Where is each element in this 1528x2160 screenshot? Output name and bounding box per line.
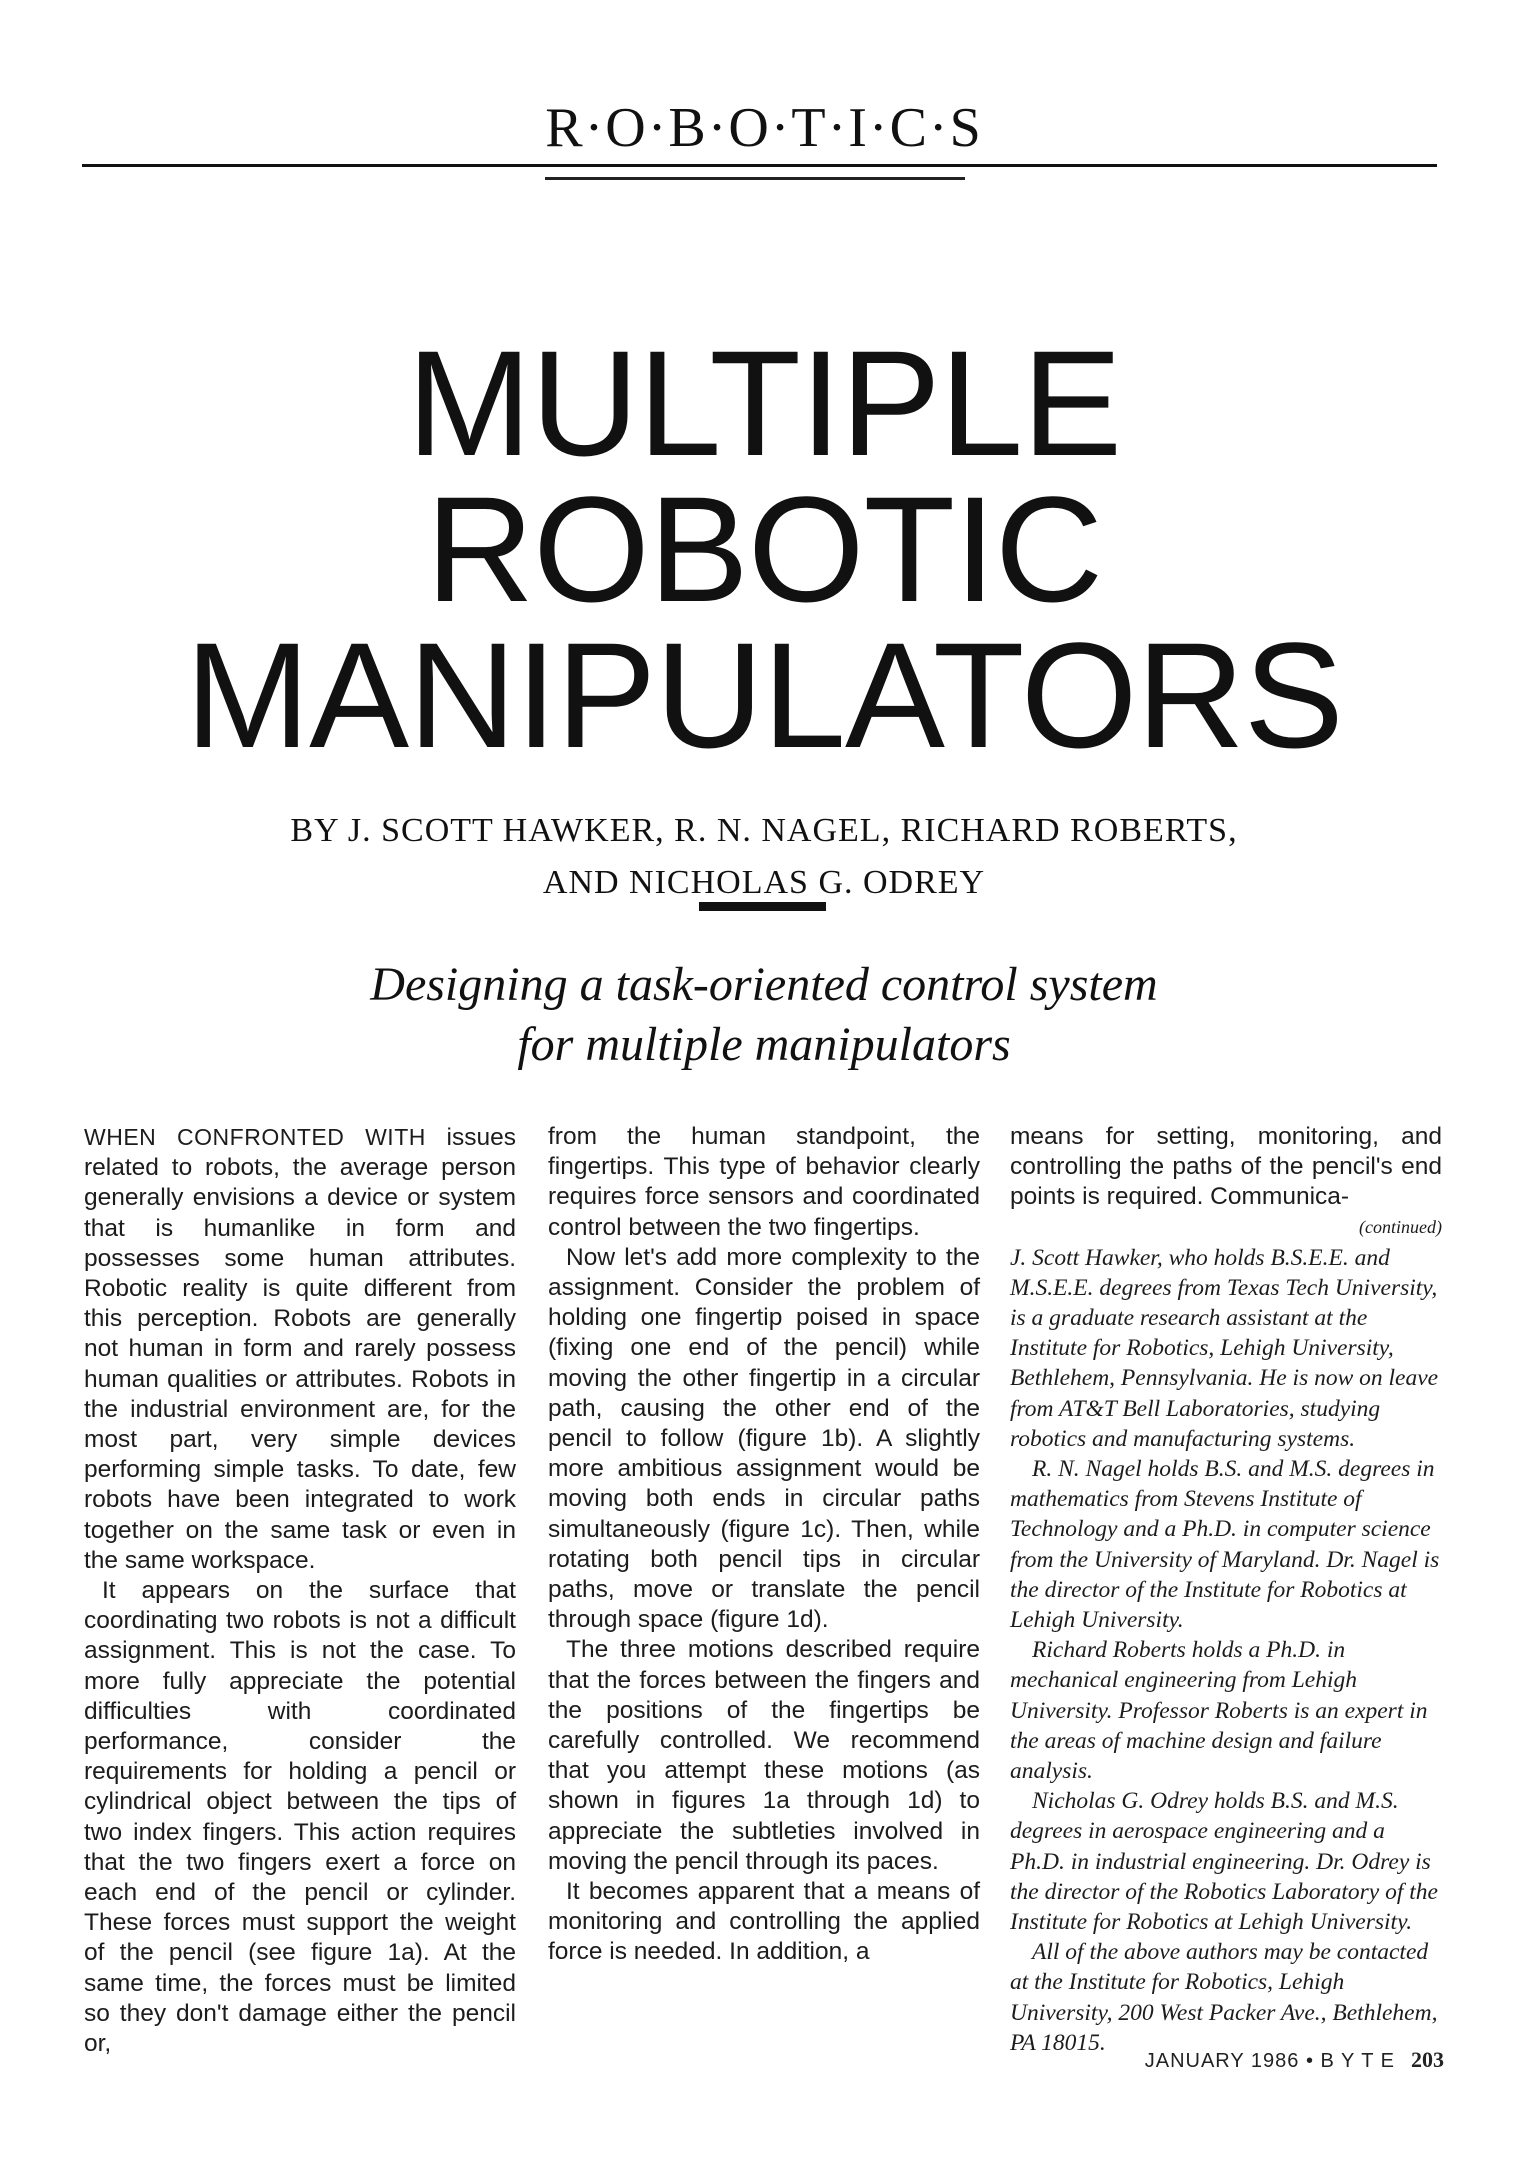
page-footer: [1145, 2047, 1444, 2073]
bio-hawker: J. Scott Hawker, who holds B.S.E.E. and M.S.E.E. degrees from Texas Tech University, is a graduate research assistant at the Institute for Robotics, Lehigh University, Bethlehem, Pennsylvania. He is now on leave from AT&T Bell Laboratories, studying robotics and manufacturing systems.: [1010, 1244, 1439, 1452]
title-line-2: ROBOTIC: [425, 465, 1103, 633]
bio-roberts: Richard Roberts holds a Ph.D. in mechanical engineering from Lehigh University. Professor Roberts is an expert in the areas of machine design and failure analysis.: [1010, 1637, 1428, 1785]
title-line-1: MULTIPLE: [406, 319, 1122, 487]
article-deck: [0, 955, 1528, 1075]
col2-paragraph-4: It becomes apparent that a means of monitoring and controlling the applied force is needed. In addition, a: [548, 1878, 980, 1966]
byline: [0, 805, 1528, 909]
col1-paragraph-2: It appears on the surface that coordinating two robots is not a difficult assignment. This is not the case. To more fully appreciate the potential difficulties with coordinated performance, consider the requirements for holding a pencil or cylindrical object between the tips of two index fingers. This action requires that the two fingers exert a force on each end of the pencil or cylinder. These forces must support the weight of the pencil (see figure 1a). At the same time, the forces must be limited so they don't damage either the pencil or,: [84, 1577, 516, 2058]
col2-paragraph-1: from the human standpoint, the fingertips. This type of behavior clearly requires force sensors and coordinated control between the two fingertips.: [548, 1123, 980, 1241]
bio-nagel: R. N. Nagel holds B.S. and M.S. degrees in mathematics from Stevens Institute of Technology and a Ph.D. in computer science from the University of Maryland. Dr. Nagel is the director of the Institute for Robotics at Lehigh University.: [1010, 1456, 1440, 1634]
col1-paragraph-1-text: issues related to robots, the average person generally envisions a device or system that is humanlike in form and possesses some human attributes. Robotic reality is quite different from this perception. Robots are generally not human in form and rarely possess human qualities or attributes. Robots in the industrial environment are, for the most part, very simple devices performing simple tasks. To date, few robots have been integrated to work together on the same task or even in the same workspace.: [84, 1124, 516, 1574]
header-rule-thin: [82, 164, 1437, 167]
continued-note: (continued): [1359, 1216, 1442, 1237]
page-number: 203: [1411, 2047, 1444, 2072]
title-line-3: MANIPULATORS: [185, 611, 1343, 779]
section-header: R·O·B·O·T·I·C·S: [545, 97, 983, 159]
col3-paragraph-1: means for setting, monitoring, and controlling the paths of the pencil's end points is required. Communica-: [1010, 1123, 1442, 1211]
bio-odrey: Nicholas G. Odrey holds B.S. and M.S. degrees in aerospace engineering and a Ph.D. in industrial engineering. Dr. Odrey is the director of the Robotics Laboratory of the Institute for Robotics at Lehigh University.: [1010, 1788, 1438, 1936]
deck-line-2: for multiple manipulators: [517, 1018, 1011, 1071]
footer-issue: JANUARY 1986 • B Y T E: [1144, 2050, 1395, 2072]
col1-paragraph-1: [84, 1122, 516, 1576]
article-title: [0, 319, 1528, 779]
col2-paragraph-2: Now let's add more complexity to the assignment. Consider the problem of holding one fingertip poised in space (fixing one end of the pencil) while moving the other fingertip in a circular path, causing the other end of the pencil to follow (figure 1b). A slightly more ambitious assignment would be moving both ends in circular paths simultaneously (figure 1c). Then, while rotating both pencil tips in circular paths, move or translate the pencil through space (figure 1d).: [548, 1243, 980, 1634]
header-rule-thick: [545, 177, 965, 180]
deck-line-1: Designing a task-oriented control system: [370, 958, 1158, 1011]
author-bios: [1010, 1243, 1442, 2058]
body-column-2: [548, 1122, 980, 1968]
body-column-1: [84, 1122, 516, 2059]
body-column-3: [1010, 1122, 1442, 2058]
byline-line-1: BY J. SCOTT HAWKER, R. N. NAGEL, RICHARD ROBERTS,: [290, 812, 1238, 849]
bio-contact: All of the above authors may be contacted at the Institute for Robotics, Lehigh University, 200 West Packer Ave., Bethlehem, PA 18015.: [1010, 1939, 1438, 2056]
byline-line-2: AND NICHOLAS G. ODREY: [542, 864, 986, 901]
byline-divider: [699, 902, 826, 911]
lead-in-caps: WHEN CONFRONTED WITH: [84, 1124, 426, 1150]
col2-paragraph-3: The three motions described require that the forces between the fingers and the positions of the fingertips be carefully controlled. We recommend that you attempt these motions (as shown in figures 1a through 1d) to appreciate the subtleties involved in moving the pencil through its paces.: [548, 1636, 980, 1875]
